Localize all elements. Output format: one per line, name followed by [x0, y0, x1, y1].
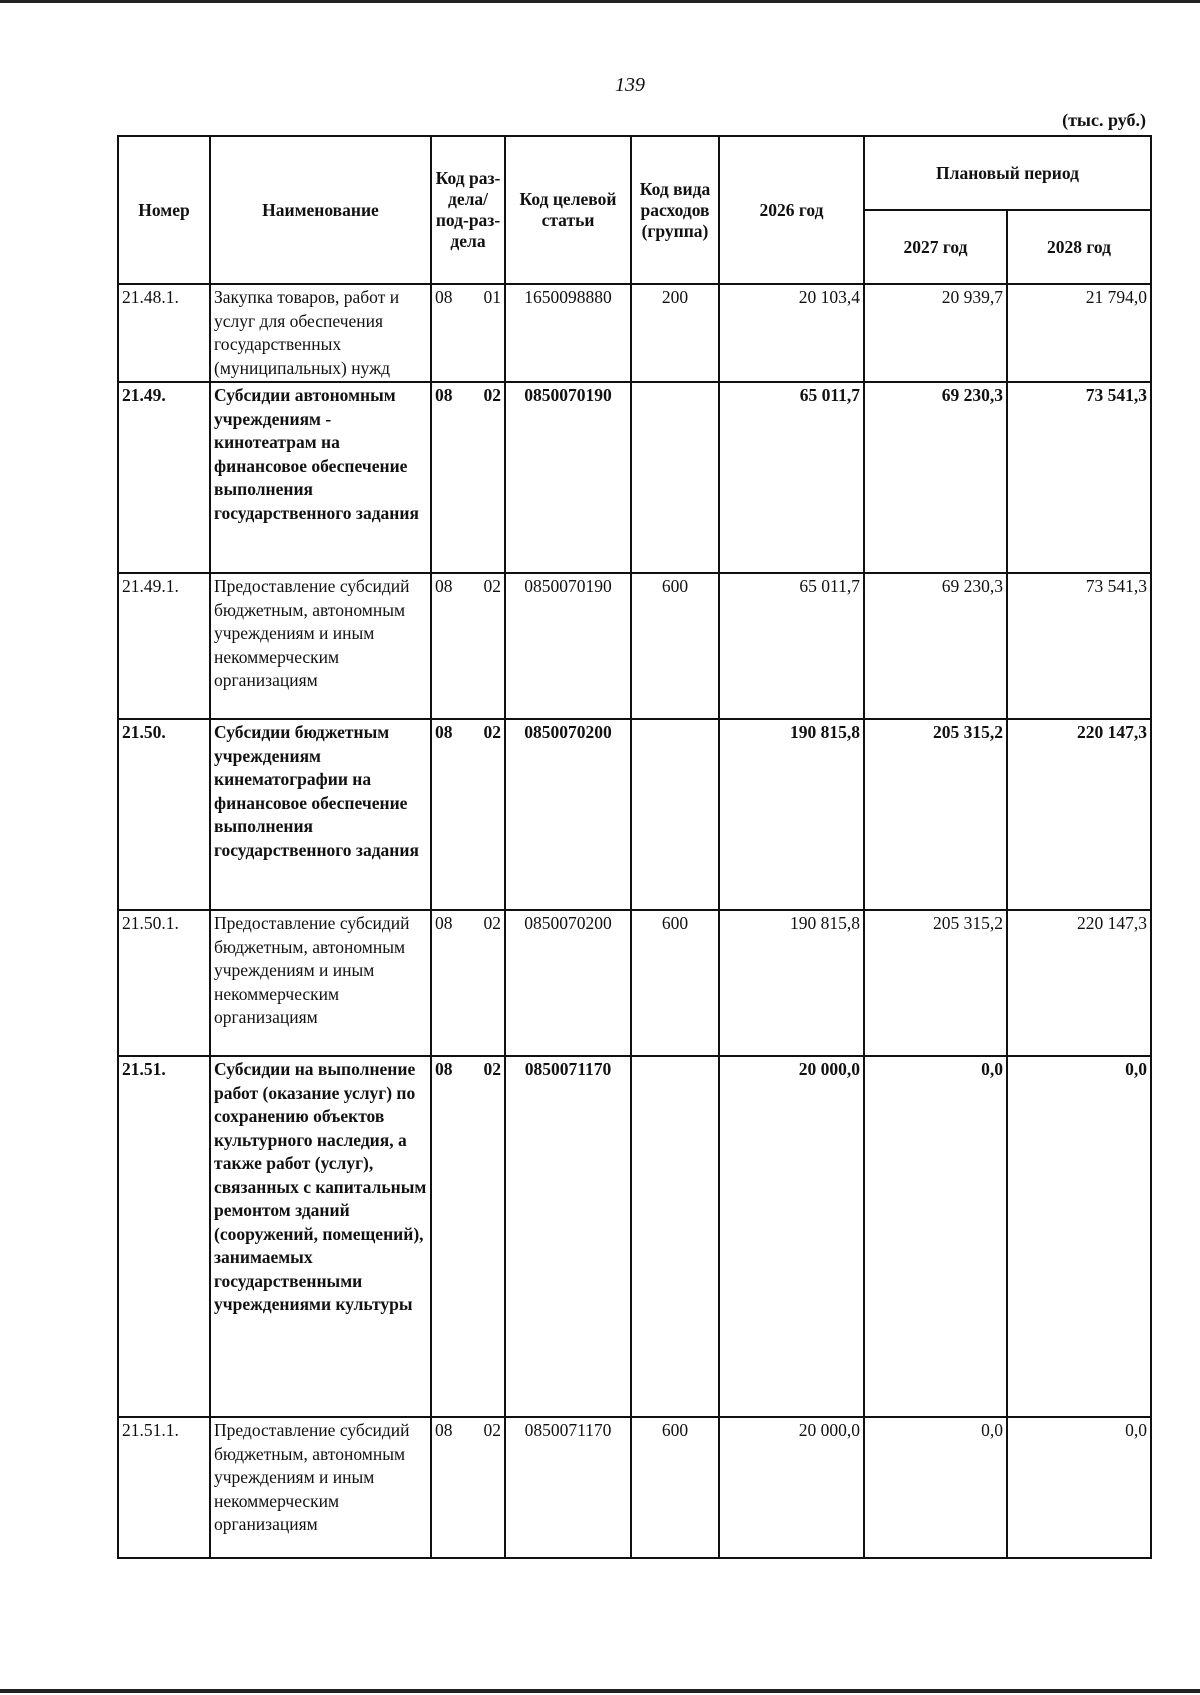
row-subsection: 01: [483, 287, 501, 307]
row-number: 21.48.1.: [118, 284, 210, 382]
row-target-article: 0850070190: [505, 382, 631, 573]
row-subsection: 02: [483, 385, 501, 405]
row-number: 21.51.: [118, 1056, 210, 1417]
row-year-2027: 0,0: [864, 1417, 1007, 1558]
row-year-2026: 190 815,8: [719, 719, 864, 910]
row-expense-type: 600: [631, 1417, 719, 1558]
row-year-2028: 220 147,3: [1007, 910, 1151, 1056]
row-year-2026: 190 815,8: [719, 910, 864, 1056]
table-row: [118, 910, 1151, 1056]
header-planned-period: Плановый период: [864, 136, 1151, 210]
row-name: Предоставление субсидий бюджетным, автономным учреждениям и иным некоммерческим организациям: [210, 1417, 431, 1558]
top-border-line: [0, 0, 1200, 3]
row-year-2027: 205 315,2: [864, 910, 1007, 1056]
table-row: [118, 573, 1151, 719]
row-subsection: 02: [483, 576, 501, 596]
row-year-2026: 65 011,7: [719, 382, 864, 573]
row-number: 21.50.1.: [118, 910, 210, 1056]
row-section: 08: [435, 722, 453, 742]
row-subsection: 02: [483, 913, 501, 933]
table-row: [118, 1417, 1151, 1558]
row-name: Предоставление субсидий бюджетным, автономным учреждениям и иным некоммерческим организациям: [210, 910, 431, 1056]
row-year-2027: 69 230,3: [864, 573, 1007, 719]
row-year-2028: 73 541,3: [1007, 382, 1151, 573]
row-number: 21.49.1.: [118, 573, 210, 719]
row-name: Предоставление субсидий бюджетным, автономным учреждениям и иным некоммерческим организациям: [210, 573, 431, 719]
row-year-2026: 20 103,4: [719, 284, 864, 382]
row-section-code: [431, 382, 505, 573]
row-section-code: [431, 1417, 505, 1558]
row-year-2027: 205 315,2: [864, 719, 1007, 910]
row-target-article: 0850071170: [505, 1417, 631, 1558]
header-target-article: Код целевой статьи: [505, 136, 631, 284]
row-target-article: 0850071170: [505, 1056, 631, 1417]
row-section-code: [431, 1056, 505, 1417]
row-target-article: 0850070200: [505, 719, 631, 910]
row-section: 08: [435, 1420, 453, 1440]
row-target-article: 0850070200: [505, 910, 631, 1056]
header-year-2028: 2028 год: [1007, 210, 1151, 284]
row-section: 08: [435, 1059, 453, 1079]
row-year-2028: 0,0: [1007, 1417, 1151, 1558]
row-year-2028: 73 541,3: [1007, 573, 1151, 719]
row-section-code: [431, 284, 505, 382]
row-name: Субсидии бюджетным учреждениям кинематографии на финансовое обеспечение выполнения государственного задания: [210, 719, 431, 910]
row-expense-type: 200: [631, 284, 719, 382]
row-year-2028: 0,0: [1007, 1056, 1151, 1417]
row-number: 21.49.: [118, 382, 210, 573]
table-row: [118, 1056, 1151, 1417]
table-row: [118, 382, 1151, 573]
row-section: 08: [435, 287, 453, 307]
bottom-border-line: [0, 1689, 1200, 1693]
header-section: Код раз-дела/ под-раз-дела: [431, 136, 505, 284]
row-year-2026: 20 000,0: [719, 1417, 864, 1558]
row-section: 08: [435, 913, 453, 933]
row-year-2027: 0,0: [864, 1056, 1007, 1417]
row-section-code: [431, 910, 505, 1056]
row-number: 21.50.: [118, 719, 210, 910]
header-expense-type: Код вида расходов (группа): [631, 136, 719, 284]
header-name: Наименование: [210, 136, 431, 284]
row-name: Субсидии автономным учреждениям - кинотеатрам на финансовое обеспечение выполнения государственного задания: [210, 382, 431, 573]
row-section-code: [431, 573, 505, 719]
row-year-2026: 20 000,0: [719, 1056, 864, 1417]
header-year-2027: 2027 год: [864, 210, 1007, 284]
row-expense-type: [631, 1056, 719, 1417]
row-name: Субсидии на выполнение работ (оказание услуг) по сохранению объектов культурного наследия, а также работ (услуг), связанных с капитальным ремонтом зданий (сооружений, помещений), занимаемых государственными учреждениями культуры: [210, 1056, 431, 1417]
row-year-2028: 220 147,3: [1007, 719, 1151, 910]
header-year-2026: 2026 год: [719, 136, 864, 284]
header-row-top: [118, 136, 1151, 210]
row-subsection: 02: [483, 1059, 501, 1079]
row-section: 08: [435, 385, 453, 405]
table-body: [118, 284, 1151, 1558]
row-expense-type: [631, 382, 719, 573]
table-row: [118, 284, 1151, 382]
row-year-2026: 65 011,7: [719, 573, 864, 719]
row-section: 08: [435, 576, 453, 596]
row-target-article: 0850070190: [505, 573, 631, 719]
table-row: [118, 719, 1151, 910]
row-target-article: 1650098880: [505, 284, 631, 382]
row-number: 21.51.1.: [118, 1417, 210, 1558]
row-name: Закупка товаров, работ и услуг для обеспечения государственных (муниципальных) нужд: [210, 284, 431, 382]
row-year-2027: 20 939,7: [864, 284, 1007, 382]
page-number: 139: [615, 74, 645, 96]
row-subsection: 02: [483, 1420, 501, 1440]
row-section-code: [431, 719, 505, 910]
row-expense-type: [631, 719, 719, 910]
units-label: (тыс. руб.): [1062, 110, 1146, 130]
row-subsection: 02: [483, 722, 501, 742]
row-expense-type: 600: [631, 910, 719, 1056]
row-year-2027: 69 230,3: [864, 382, 1007, 573]
row-expense-type: 600: [631, 573, 719, 719]
row-year-2028: 21 794,0: [1007, 284, 1151, 382]
budget-table: [117, 135, 1152, 1559]
header-number: Номер: [118, 136, 210, 284]
